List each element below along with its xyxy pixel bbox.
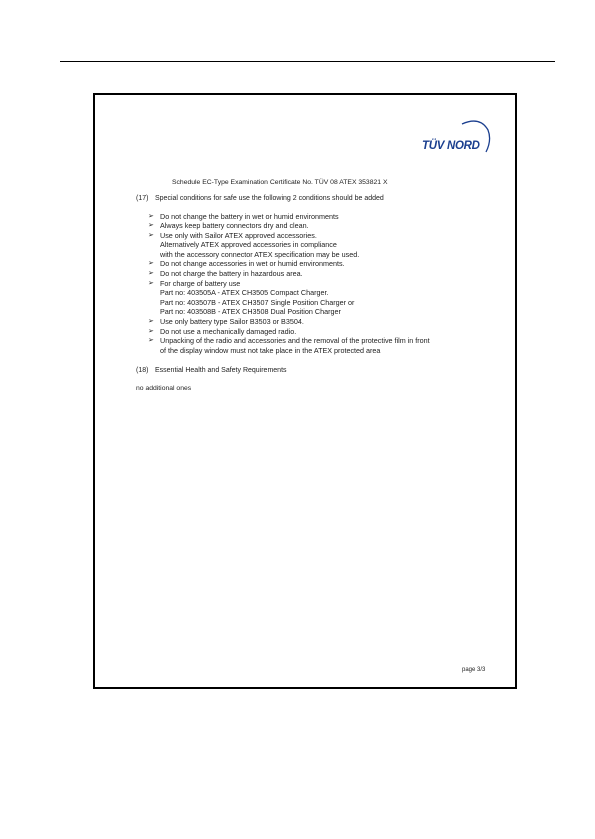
condition-line: Do not charge the battery in hazardous area.: [160, 269, 303, 279]
condition-line: Part no: 403507B - ATEX CH3507 Single Position Charger or: [160, 297, 355, 307]
header-rule: [60, 61, 555, 62]
section-18-heading: [136, 367, 287, 374]
arrow-bullet-icon: ➢: [148, 222, 154, 230]
arrow-bullet-icon: ➢: [148, 318, 154, 326]
condition-item: [148, 317, 430, 327]
condition-line: Unpacking of the radio and accessories and the removal of the protective film in front: [160, 336, 430, 346]
arrow-bullet-icon: ➢: [148, 270, 154, 278]
special-conditions-list: [148, 212, 430, 356]
condition-line: Part no: 403508B - ATEX CH3508 Dual Position Charger: [160, 307, 341, 317]
condition-item: [148, 221, 430, 231]
condition-line: Always keep battery connectors dry and clean.: [160, 221, 309, 231]
section-17-text: Special conditions for safe use the following 2 conditions should be added: [155, 195, 384, 202]
tuv-nord-logo: [422, 118, 494, 158]
condition-item: [148, 279, 430, 317]
logo-text: TÜV NORD: [422, 140, 480, 152]
condition-item: [148, 269, 430, 279]
section-18-body: no additional ones: [136, 385, 192, 392]
condition-line: of the display window must not take place in the ATEX protected area: [160, 345, 381, 355]
condition-line: Alternatively ATEX approved accessories in compliance: [160, 240, 337, 250]
logo-arc-icon: [422, 118, 494, 158]
section-17-heading: [136, 195, 384, 202]
page-number: page 3/3: [462, 667, 486, 673]
section-18-number: (18): [136, 367, 149, 374]
condition-item: [148, 327, 430, 337]
condition-item: [148, 212, 430, 222]
arrow-bullet-icon: ➢: [148, 327, 154, 335]
condition-line: Do not use a mechanically damaged radio.: [160, 326, 297, 336]
arrow-bullet-icon: ➢: [148, 231, 154, 239]
condition-line: Use only with Sailor ATEX approved accessories.: [160, 230, 317, 240]
arrow-bullet-icon: ➢: [148, 279, 154, 287]
condition-line: For charge of battery use: [160, 278, 241, 288]
condition-line: Use only battery type Sailor B3503 or B3504.: [160, 317, 304, 327]
schedule-title: Schedule EC-Type Examination Certificate No. TÜV 08 ATEX 353821 X: [172, 179, 388, 186]
condition-line: Do not change accessories in wet or humid environments.: [160, 259, 345, 269]
condition-line: with the accessory connector ATEX specification may be used.: [160, 249, 360, 259]
arrow-bullet-icon: ➢: [148, 212, 154, 220]
section-18-text: Essential Health and Safety Requirements: [155, 367, 287, 374]
condition-line: Part no: 403505A - ATEX CH3505 Compact Charger.: [160, 288, 329, 298]
section-17-number: (17): [136, 195, 149, 202]
arrow-bullet-icon: ➢: [148, 260, 154, 268]
condition-item: [148, 231, 430, 260]
condition-item: [148, 336, 430, 355]
condition-item: [148, 259, 430, 269]
condition-line: Do not change the battery in wet or humid environments: [160, 211, 339, 221]
arrow-bullet-icon: ➢: [148, 337, 154, 345]
